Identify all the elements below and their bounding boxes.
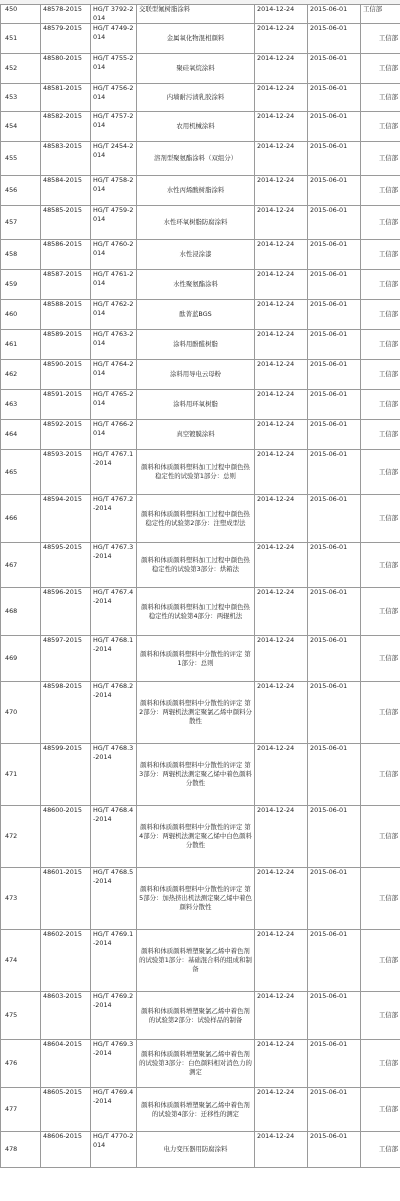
standard-number: HG/T 4756-2014 [91, 84, 137, 112]
standard-title: 溶剂型聚氨酯涂料（双组分） [137, 142, 255, 176]
table-row [1, 54, 400, 84]
plan-number: 48604-2015 [41, 1040, 91, 1088]
department: 工信部 [361, 682, 400, 744]
standard-number: HG/T 4768.2-2014 [91, 682, 137, 744]
standard-title: 农用机械涂料 [137, 112, 255, 142]
department: 工信部 [361, 450, 400, 495]
published-date: 2014-12-24 [255, 1132, 308, 1168]
department: 工信部 [361, 330, 400, 360]
table-row [1, 1132, 400, 1168]
effective-date: 2015-06-01 [308, 390, 361, 420]
published-date: 2014-12-24 [255, 806, 308, 868]
standard-number: HG/T 4767.3-2014 [91, 543, 137, 588]
effective-date: 2015-06-01 [308, 300, 361, 330]
plan-number: 48592-2015 [41, 420, 91, 450]
row-number: 463 [1, 390, 41, 420]
effective-date: 2015-06-01 [308, 636, 361, 682]
row-number: 472 [1, 806, 41, 868]
standard-number: HG/T 4763-2014 [91, 330, 137, 360]
department: 工信部 [361, 1040, 400, 1088]
standard-number: HG/T 4767.4-2014 [91, 588, 137, 636]
table-row [1, 930, 400, 992]
row-number: 454 [1, 112, 41, 142]
plan-number: 48588-2015 [41, 300, 91, 330]
row-number: 474 [1, 930, 41, 992]
standard-title: 颜料和体质颜料塑料加工过程中颜色热稳定性的试验第2部分：注塑成型法 [137, 495, 255, 543]
standard-title: 颜料和体质颜料塑料中分散性的评定 第5部分：加热挤出机法测定聚乙烯中着色颜料分散性 [137, 868, 255, 930]
effective-date: 2015-06-01 [308, 24, 361, 54]
effective-date: 2015-06-01 [308, 84, 361, 112]
published-date: 2014-12-24 [255, 330, 308, 360]
plan-number: 48596-2015 [41, 588, 91, 636]
published-date: 2014-12-24 [255, 744, 308, 806]
standard-number: HG/T 4758-2014 [91, 176, 137, 206]
department: 工信部 [361, 930, 400, 992]
effective-date: 2015-06-01 [308, 992, 361, 1040]
effective-date: 2015-06-01 [308, 420, 361, 450]
table-row [1, 682, 400, 744]
department: 工信部 [361, 1088, 400, 1132]
published-date: 2014-12-24 [255, 142, 308, 176]
plan-number: 48598-2015 [41, 682, 91, 744]
row-number: 473 [1, 868, 41, 930]
plan-number: 48589-2015 [41, 330, 91, 360]
published-date: 2014-12-24 [255, 543, 308, 588]
standard-title: 水性浸涂漆 [137, 240, 255, 270]
department: 工信部 [361, 300, 400, 330]
effective-date: 2015-06-01 [308, 240, 361, 270]
standard-number: HG/T 4769.4-2014 [91, 1088, 137, 1132]
standard-number: HG/T 4755-2014 [91, 54, 137, 84]
row-number: 451 [1, 24, 41, 54]
row-number: 478 [1, 1132, 41, 1168]
published-date: 2014-12-24 [255, 390, 308, 420]
row-number: 452 [1, 54, 41, 84]
table-row [1, 420, 400, 450]
effective-date: 2015-06-01 [308, 1040, 361, 1088]
plan-number: 48605-2015 [41, 1088, 91, 1132]
effective-date: 2015-06-01 [308, 1088, 361, 1132]
standards-table [0, 4, 400, 1168]
plan-number: 48585-2015 [41, 206, 91, 240]
department: 工信部 [361, 868, 400, 930]
standard-title: 水性聚氨酯涂料 [137, 270, 255, 300]
published-date: 2014-12-24 [255, 240, 308, 270]
plan-number: 48599-2015 [41, 744, 91, 806]
effective-date: 2015-06-01 [308, 930, 361, 992]
department: 工信部 [361, 176, 400, 206]
row-number: 460 [1, 300, 41, 330]
table-row [1, 1040, 400, 1088]
effective-date: 2015-06-01 [308, 868, 361, 930]
standard-title: 涂料用导电云母粉 [137, 360, 255, 390]
table-row [1, 360, 400, 390]
standard-number: HG/T 4768.1-2014 [91, 636, 137, 682]
table-row [1, 24, 400, 54]
header-published: 2014-12-24 [255, 5, 308, 24]
standard-title: 颜料和体质颜料增塑聚氯乙烯中着色剂的试验第3部分：白色颜料相对消色力的测定 [137, 1040, 255, 1088]
standard-number: HG/T 4762-2014 [91, 300, 137, 330]
table-row [1, 806, 400, 868]
standard-number: HG/T 4770-2014 [91, 1132, 137, 1168]
row-number: 457 [1, 206, 41, 240]
plan-number: 48597-2015 [41, 636, 91, 682]
standard-title: 聚硅氧烷涂料 [137, 54, 255, 84]
effective-date: 2015-06-01 [308, 543, 361, 588]
table-row [1, 744, 400, 806]
plan-number: 48579-2015 [41, 24, 91, 54]
department: 工信部 [361, 84, 400, 112]
plan-number: 48583-2015 [41, 142, 91, 176]
published-date: 2014-12-24 [255, 420, 308, 450]
standard-title: 颜料和体质颜料塑料加工过程中颜色热稳定性的试验第4部分：两辊机法 [137, 588, 255, 636]
effective-date: 2015-06-01 [308, 744, 361, 806]
department: 工信部 [361, 54, 400, 84]
plan-number: 48591-2015 [41, 390, 91, 420]
department: 工信部 [361, 543, 400, 588]
row-number: 467 [1, 543, 41, 588]
effective-date: 2015-06-01 [308, 450, 361, 495]
standard-title: 内墙耐污渍乳胶涂料 [137, 84, 255, 112]
table-row [1, 330, 400, 360]
department: 工信部 [361, 206, 400, 240]
effective-date: 2015-06-01 [308, 112, 361, 142]
row-number: 453 [1, 84, 41, 112]
standard-title: 电力变压器用防腐涂料 [137, 1132, 255, 1168]
plan-number: 48600-2015 [41, 806, 91, 868]
standard-title: 水性环氧树脂防腐涂料 [137, 206, 255, 240]
published-date: 2014-12-24 [255, 588, 308, 636]
standard-title: 酞菁蓝BGS [137, 300, 255, 330]
standard-number: HG/T 4761-2014 [91, 270, 137, 300]
standard-number: HG/T 4769.2-2014 [91, 992, 137, 1040]
standard-number: HG/T 2454-2014 [91, 142, 137, 176]
table-row [1, 206, 400, 240]
standard-number: HG/T 4768.4-2014 [91, 806, 137, 868]
standard-number: HG/T 4766-2014 [91, 420, 137, 450]
table-header-row [1, 5, 400, 24]
table-row [1, 636, 400, 682]
header-plan-no: 48578-2015 [41, 5, 91, 24]
plan-number: 48580-2015 [41, 54, 91, 84]
table-row [1, 240, 400, 270]
standard-title: 颜料和体质颜料增塑聚氯乙烯中着色剂的试验第2部分：试验样品的制备 [137, 992, 255, 1040]
standard-title: 真空镀膜涂料 [137, 420, 255, 450]
effective-date: 2015-06-01 [308, 54, 361, 84]
published-date: 2014-12-24 [255, 1088, 308, 1132]
standard-number: HG/T 4768.3-2014 [91, 744, 137, 806]
row-number: 465 [1, 450, 41, 495]
department: 工信部 [361, 1132, 400, 1168]
row-number: 459 [1, 270, 41, 300]
standard-number: HG/T 4749-2014 [91, 24, 137, 54]
plan-number: 48594-2015 [41, 495, 91, 543]
department: 工信部 [361, 142, 400, 176]
table-row [1, 868, 400, 930]
standard-number: HG/T 4767.1-2014 [91, 450, 137, 495]
department: 工信部 [361, 636, 400, 682]
table-row [1, 390, 400, 420]
department: 工信部 [361, 112, 400, 142]
standard-number: HG/T 4769.1-2014 [91, 930, 137, 992]
standard-number: HG/T 4768.5-2014 [91, 868, 137, 930]
published-date: 2014-12-24 [255, 450, 308, 495]
published-date: 2014-12-24 [255, 54, 308, 84]
standard-title: 颜料和体质颜料塑料加工过程中颜色热稳定性的试验第3部分：烘箱法 [137, 543, 255, 588]
row-number: 476 [1, 1040, 41, 1088]
row-number: 462 [1, 360, 41, 390]
plan-number: 48606-2015 [41, 1132, 91, 1168]
table-row [1, 142, 400, 176]
standard-title: 颜料和体质颜料塑料中分散性的评定 第1部分：总则 [137, 636, 255, 682]
table-row [1, 450, 400, 495]
plan-number: 48582-2015 [41, 112, 91, 142]
published-date: 2014-12-24 [255, 84, 308, 112]
published-date: 2014-12-24 [255, 206, 308, 240]
published-date: 2014-12-24 [255, 636, 308, 682]
department: 工信部 [361, 495, 400, 543]
standard-title: 颜料和体质颜料增塑聚氯乙烯中着色剂的试验第4部分：迁移性的测定 [137, 1088, 255, 1132]
standard-title: 涂料用环氧树脂 [137, 390, 255, 420]
effective-date: 2015-06-01 [308, 495, 361, 543]
effective-date: 2015-06-01 [308, 142, 361, 176]
standard-number: HG/T 4765-2014 [91, 390, 137, 420]
department: 工信部 [361, 270, 400, 300]
row-number: 477 [1, 1088, 41, 1132]
row-number: 471 [1, 744, 41, 806]
standard-title: 颜料和体质颜料塑料中分散性的评定 第2部分：两辊机法测定聚氯乙烯中颜料分散性 [137, 682, 255, 744]
table-row [1, 543, 400, 588]
effective-date: 2015-06-01 [308, 806, 361, 868]
row-number: 468 [1, 588, 41, 636]
table-row [1, 495, 400, 543]
effective-date: 2015-06-01 [308, 588, 361, 636]
plan-number: 48593-2015 [41, 450, 91, 495]
standard-title: 颜料和体质颜料塑料加工过程中颜色热稳定性的试验第1部分：总则 [137, 450, 255, 495]
published-date: 2014-12-24 [255, 176, 308, 206]
department: 工信部 [361, 806, 400, 868]
table-row [1, 84, 400, 112]
department: 工信部 [361, 390, 400, 420]
row-number: 470 [1, 682, 41, 744]
effective-date: 2015-06-01 [308, 330, 361, 360]
row-number: 455 [1, 142, 41, 176]
effective-date: 2015-06-01 [308, 360, 361, 390]
row-number: 466 [1, 495, 41, 543]
published-date: 2014-12-24 [255, 495, 308, 543]
header-effective: 2015-06-01 [308, 5, 361, 24]
row-number: 464 [1, 420, 41, 450]
row-number: 458 [1, 240, 41, 270]
standard-number: HG/T 4767.2-2014 [91, 495, 137, 543]
plan-number: 48595-2015 [41, 543, 91, 588]
standard-number: HG/T 4757-2014 [91, 112, 137, 142]
published-date: 2014-12-24 [255, 300, 308, 330]
row-number: 456 [1, 176, 41, 206]
header-title: 交联型氟树脂涂料 [137, 5, 255, 24]
plan-number: 48587-2015 [41, 270, 91, 300]
published-date: 2014-12-24 [255, 270, 308, 300]
standard-title: 水性丙烯酸树脂涂料 [137, 176, 255, 206]
header-std-no: HG/T 3792-2014 [91, 5, 137, 24]
table-row [1, 1088, 400, 1132]
effective-date: 2015-06-01 [308, 270, 361, 300]
published-date: 2014-12-24 [255, 112, 308, 142]
plan-number: 48581-2015 [41, 84, 91, 112]
department: 工信部 [361, 360, 400, 390]
published-date: 2014-12-24 [255, 1040, 308, 1088]
department: 工信部 [361, 992, 400, 1040]
effective-date: 2015-06-01 [308, 206, 361, 240]
standard-number: HG/T 4764-2014 [91, 360, 137, 390]
standard-title: 涂料用酚醛树脂 [137, 330, 255, 360]
plan-number: 48586-2015 [41, 240, 91, 270]
department: 工信部 [361, 744, 400, 806]
standard-number: HG/T 4760-2014 [91, 240, 137, 270]
standard-number: HG/T 4759-2014 [91, 206, 137, 240]
published-date: 2014-12-24 [255, 682, 308, 744]
table-row [1, 588, 400, 636]
standard-title: 颜料和体质颜料塑料中分散性的评定 第3部分：两辊机法测定聚乙烯中着色颜料分散性 [137, 744, 255, 806]
plan-number: 48602-2015 [41, 930, 91, 992]
department: 工信部 [361, 240, 400, 270]
plan-number: 48584-2015 [41, 176, 91, 206]
row-number: 461 [1, 330, 41, 360]
plan-number: 48601-2015 [41, 868, 91, 930]
header-no: 450 [1, 5, 41, 24]
plan-number: 48603-2015 [41, 992, 91, 1040]
row-number: 469 [1, 636, 41, 682]
department: 工信部 [361, 420, 400, 450]
effective-date: 2015-06-01 [308, 1132, 361, 1168]
standard-title: 颜料和体质颜料塑料中分散性的评定 第4部分：两辊机法测定聚乙烯中白色颜料分散性 [137, 806, 255, 868]
department: 工信部 [361, 588, 400, 636]
row-number: 475 [1, 992, 41, 1040]
header-dept: 工信部 [361, 5, 400, 24]
published-date: 2014-12-24 [255, 992, 308, 1040]
standard-number: HG/T 4769.3-2014 [91, 1040, 137, 1088]
standard-title: 金属氧化物混相颜料 [137, 24, 255, 54]
table-row [1, 176, 400, 206]
published-date: 2014-12-24 [255, 24, 308, 54]
effective-date: 2015-06-01 [308, 176, 361, 206]
plan-number: 48590-2015 [41, 360, 91, 390]
table-row [1, 300, 400, 330]
published-date: 2014-12-24 [255, 360, 308, 390]
published-date: 2014-12-24 [255, 868, 308, 930]
table-row [1, 992, 400, 1040]
effective-date: 2015-06-01 [308, 682, 361, 744]
standard-title: 颜料和体质颜料增塑聚氯乙烯中着色剂的试验第1部分：基础混合料的组成和制备 [137, 930, 255, 992]
table-row [1, 270, 400, 300]
table-row [1, 112, 400, 142]
department: 工信部 [361, 24, 400, 54]
published-date: 2014-12-24 [255, 930, 308, 992]
